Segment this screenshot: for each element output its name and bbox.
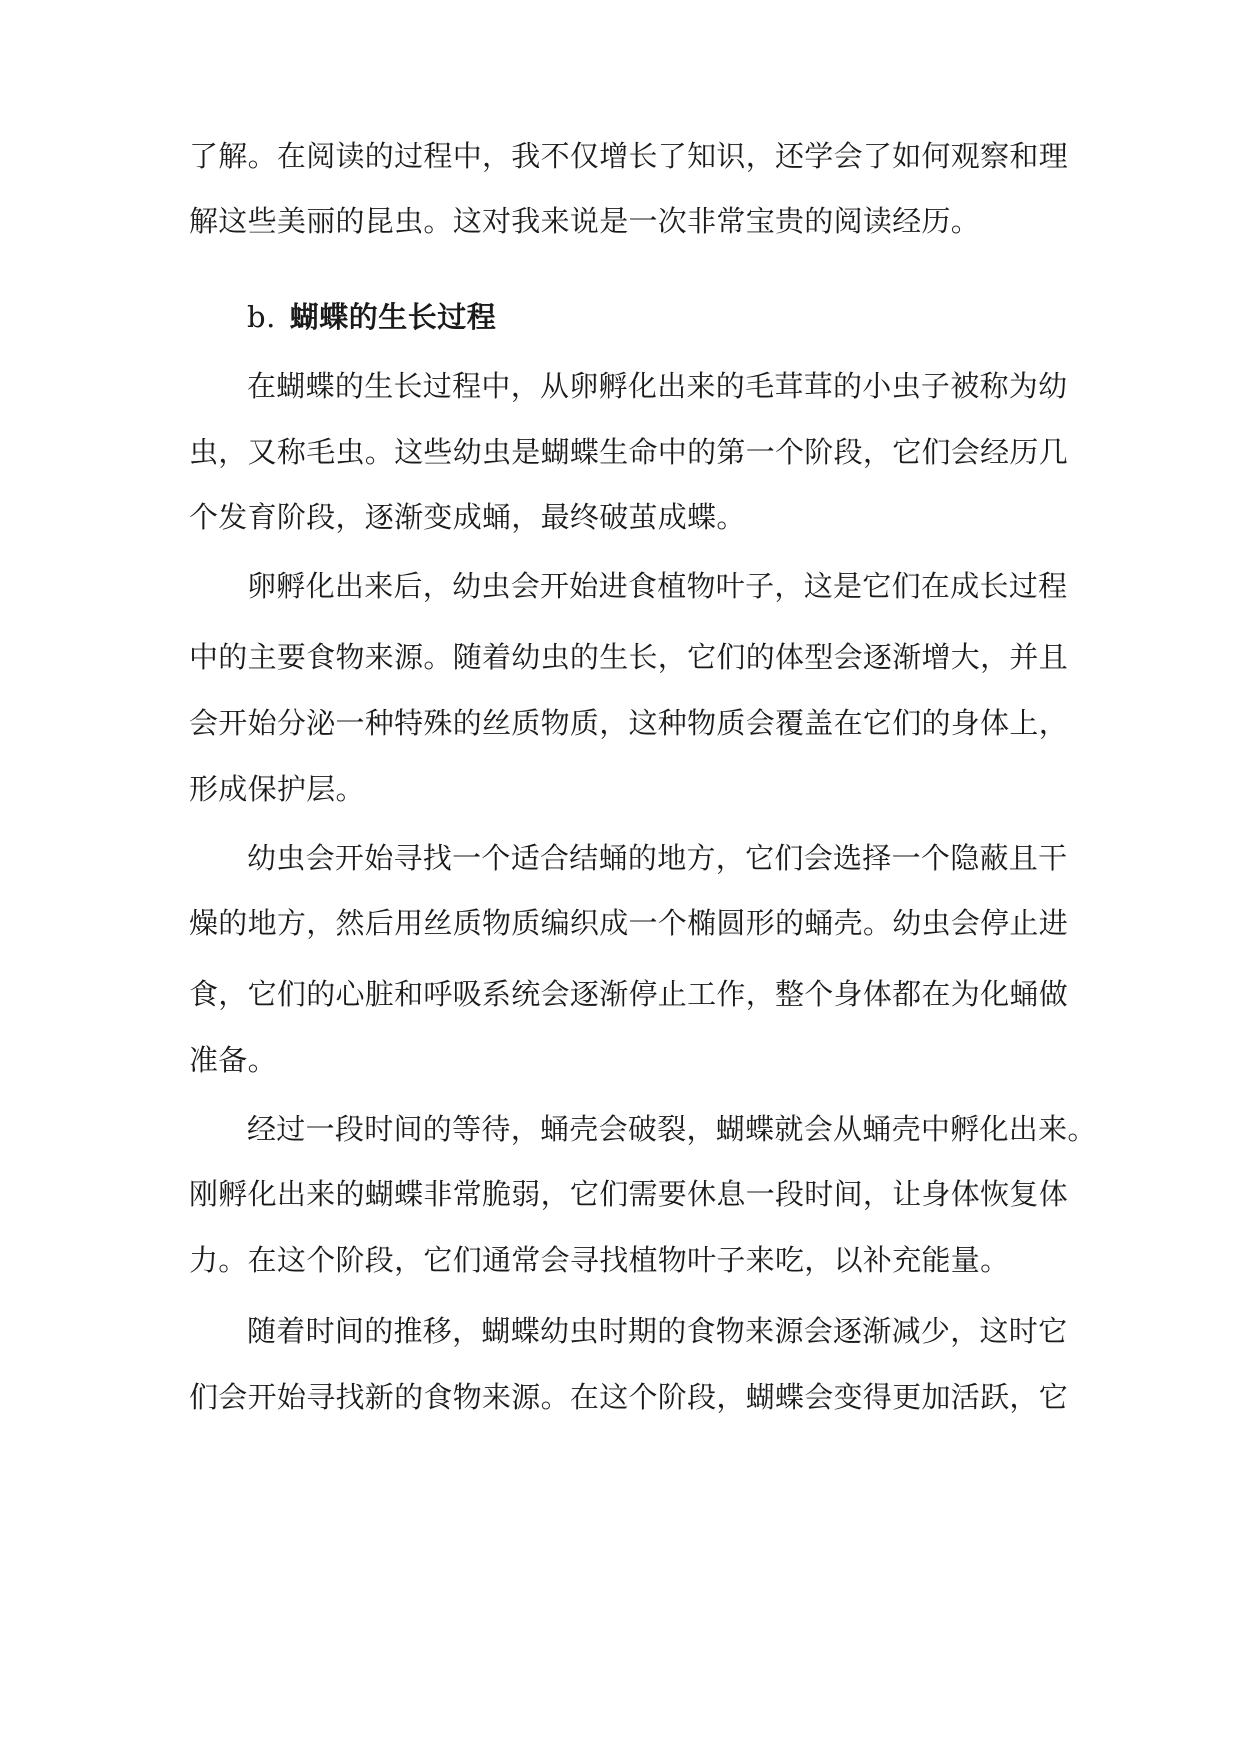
paragraph-line: 形成保护层。 (189, 772, 365, 806)
paragraph-line: 经过一段时间的等待，蛹壳会破裂，蝴蝶就会从蛹壳中孵化出来。 (247, 1112, 1097, 1146)
paragraph-line: 随着时间的推移，蝴蝶幼虫时期的食物来源会逐渐减少，这时它 (247, 1314, 1068, 1348)
text-line: 了解。在阅读的过程中，我不仅增长了知识，还学会了如何观察和理 (189, 139, 1069, 173)
section-marker: b. (247, 300, 276, 334)
paragraph-line: 力。在这个阶段，它们通常会寻找植物叶子来吃，以补充能量。 (189, 1243, 1010, 1277)
paragraph-line: 们会开始寻找新的食物来源。在这个阶段，蝴蝶会变得更加活跃，它 (189, 1380, 1069, 1414)
section-heading (247, 297, 1127, 337)
paragraph-line: 燥的地方，然后用丝质物质编织成一个椭圆形的蛹壳。幼虫会停止进 (189, 906, 1069, 940)
paragraph-line: 卵孵化出来后，幼虫会开始进食植物叶子，这是它们在成长过程 (247, 569, 1068, 603)
paragraph-line: 刚孵化出来的蝴蝶非常脆弱，它们需要休息一段时间，让身体恢复体 (189, 1177, 1069, 1211)
paragraph-line: 食，它们的心脏和呼吸系统会逐渐停止工作，整个身体都在为化蛹做 (189, 977, 1069, 1011)
paragraph-line: 幼虫会开始寻找一个适合结蛹的地方，它们会选择一个隐蔽且干 (247, 841, 1068, 875)
paragraph-line: 会开始分泌一种特殊的丝质物质，这种物质会覆盖在它们的身体上， (189, 706, 1069, 740)
text-line: 解这些美丽的昆虫。这对我来说是一次非常宝贵的阅读经历。 (189, 204, 981, 238)
paragraph-line: 个发育阶段，逐渐变成蛹，最终破茧成蝶。 (189, 500, 746, 534)
paragraph-line: 准备。 (189, 1043, 277, 1077)
paragraph-line: 中的主要食物来源。随着幼虫的生长，它们的体型会逐渐增大，并且 (189, 640, 1069, 674)
paragraph-line: 在蝴蝶的生长过程中，从卵孵化出来的毛茸茸的小虫子被称为幼 (247, 369, 1068, 403)
paragraph-line: 虫，又称毛虫。这些幼虫是蝴蝶生命中的第一个阶段，它们会经历几 (189, 435, 1069, 469)
section-title: 蝴蝶的生长过程 (289, 300, 497, 334)
